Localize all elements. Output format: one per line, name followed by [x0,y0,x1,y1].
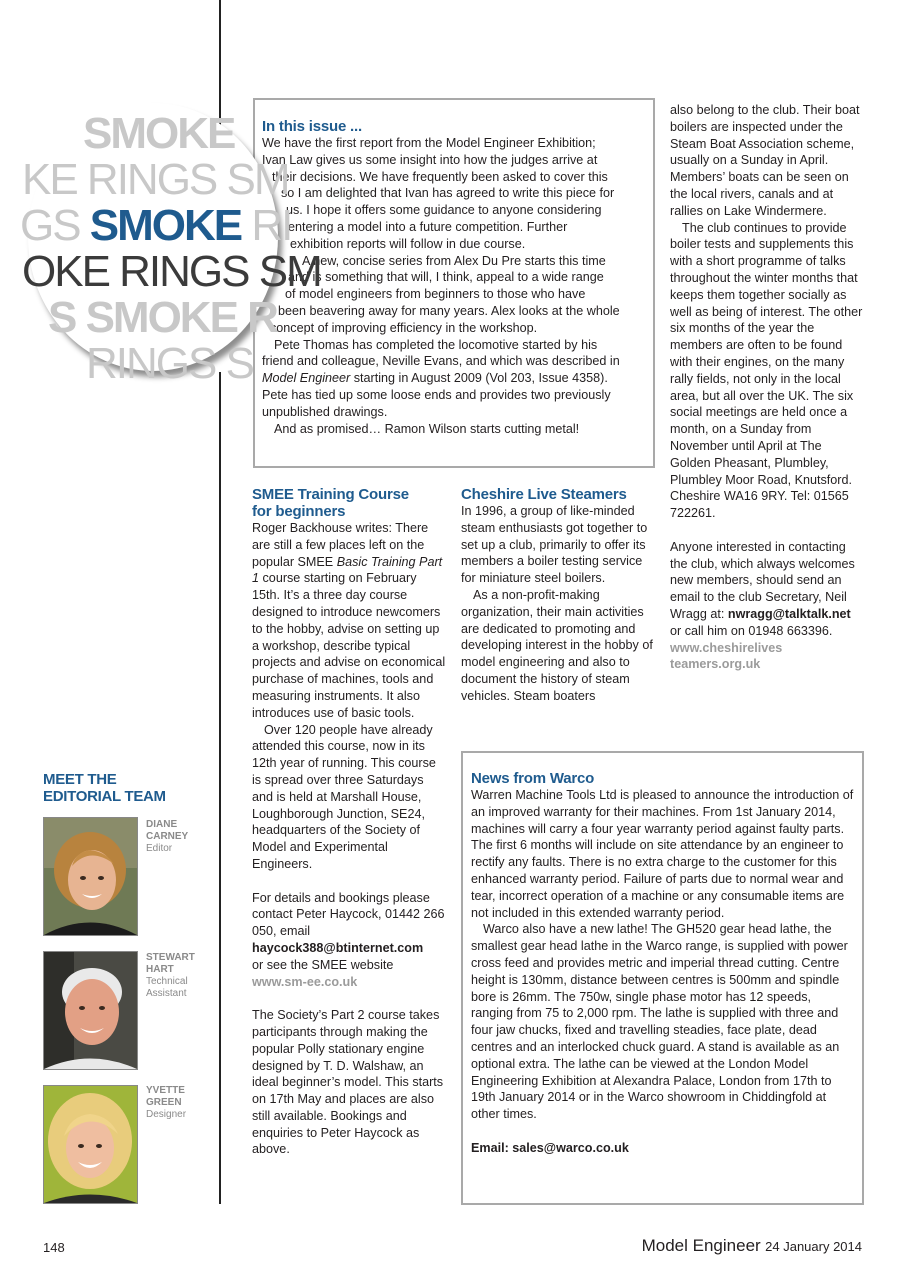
team-member-3: YVETTE GREEN Designer [146,1085,187,1120]
in-this-issue-heading: In this issue ... [262,118,362,135]
badge-row: S SMOKE R [48,293,277,342]
issue-line: Pete Thomas has completed the locomotive started by his [274,337,598,352]
warco-email[interactable]: Email: sales@warco.co.uk [471,1140,629,1155]
issue-line: Ivan Law gives us some insight into how the judges arrive at [262,152,598,167]
badge-row: KE RINGS SM [22,155,289,204]
footer-magazine: Model Engineer [641,1236,761,1255]
warco-heading: News from Warco [471,770,595,787]
issue-line: been beavering away for many years. Alex looks at the whole [278,303,620,318]
smee-email: haycock388@btinternet.com [252,940,424,955]
issue-line-tail: starting in August 2009 (Vol 203, Issue 4358). [350,371,608,386]
cheshire-body [461,503,656,705]
issue-line: A new, concise series from Alex Du Pre starts this time [302,253,606,268]
cheshire-paragraph: In 1996, a group of like-minded steam enthusiasts got together to set up a club, primarily to offer its members a boiler testing service for miniature steel boilers. [461,504,648,586]
issue-line: exhibition reports will follow in due course. [290,236,526,251]
cheshire-heading: Cheshire Live Steamers [461,486,627,503]
cheshire-paragraph: The club continues to provide boiler tests and supplements this with a short programme of talks throughout the winter months that keeps them together socially as well as being of interest. The other six months of the year the members are often to be found with their engines, on the many rally fields, not only in the local area, but all over the UK. The six social meetings are held once a month, on a Sunday from November until April at The Golden Pheasant, Plumbley, Plumbley Moor Road, Knutsford. Cheshire WA16 9RY. Tel: 01565 722261. [670,220,863,521]
cheshire-article [461,486,656,705]
team-member-1: DIANE CARNEY Editor [146,819,189,854]
issue-line: so I am delighted that Ivan has agreed to write this piece for [281,186,615,201]
issue-line: and is something that will, I think, appeal to a wide range [288,270,604,285]
issue-magazine-title: Model Engineer [262,371,351,386]
badge-smoke-word: SMOKE [89,201,242,250]
smee-heading: SMEE Training Course for beginners [252,486,409,520]
issue-line: entering a model into a future competition. Further [288,219,568,234]
issue-line: And as promised… Ramon Wilson starts cutting metal! [274,421,580,436]
smee-article [252,486,447,1158]
smee-paragraph: Roger Backhouse writes: There are still a few places left on the popular SMEE Basic Training Part 1 course starting on February 15th. It’s a three day course designed to introduce newcomers to the hobby, advise on setting up a workshop, describe typical projects and advise on economical purchase of machines, tools and measuring instruments. It also introduces use of basic tools. [252,521,446,720]
page-number: 148 [43,1240,65,1255]
smee-paragraph: The Society’s Part 2 course takes participants through making the popular Polly stationary engine designed by T. D. Walshaw, an ideal beginner’s model. This starts on 17th May and places are also still available. Bookings and enquiries to Peter Haycock as above. [252,1008,444,1157]
smee-paragraph: or see the SMEE website [252,957,394,972]
badge-row [22,249,321,295]
cheshire-paragraph: also belong to the club. Their boat boilers are inspected under the Steam Boat Association scheme, usually on a Sunday in April. Members’ boats can be seen on the local rivers, canals and at rallies on Lake Windermere. [670,103,860,218]
badge-row: SMOKE [83,109,235,158]
issue-line: concept of improving efficiency in the workshop. [270,320,538,335]
portrait-image [44,1086,137,1203]
cheshire-website[interactable]: www.cheshirelives teamers.org.uk [670,640,783,672]
team-title: MEET THE EDITORIAL TEAM [43,771,166,805]
portrait-image [44,818,137,935]
issue-line: their decisions. We have frequently been asked to cover this [272,169,608,184]
smee-paragraph: Over 120 people have already attended this course, now in its 12th year of running. This course is spread over three Saturdays and is held at Marshall House, Loughborough Junction, SE24, headquarters of the Society of Model and Experimental Engineers. [252,722,436,871]
issue-line: unpublished drawings. [262,404,388,419]
warco-body [471,787,856,1157]
issue-line: us. I hope it offers some guidance to anyone considering [286,203,602,218]
issue-line: Pete has tied up some loose ends and provides two previously [262,387,611,402]
warco-paragraph: Warco also have a new lathe! The GH520 gear head lathe, the smallest gear head lathe in the Warco range, is supplied with power cross feed and provides metric and imperial thread cutting. Centre height is 130mm, distance between centres is 500mm and spindle bore is 26mm. The 750w, single phase motor has 12 speeds, ranging from 75 to 2,000 rpm. The lathe is supplied with three and four jaw chucks, fixed and travelling steadies, face plate, dead centres and an interlocked chuck guard. A stand is available as an optional extra. The lathe can be viewed at the London Model Engineering Exhibition at Alexandra Palace, London from 17th to 19th January 2014 or in the Warco showroom in Chiddingfold at other times. [471,922,848,1122]
photo-diane-carney [43,817,138,936]
smee-website: www.sm-ee.co.uk [252,974,358,989]
issue-line: We have the first report from the Model Engineer Exhibition; [262,136,596,150]
cheshire-paragraph: Anyone interested in contacting the club, which always welcomes new members, should send an email to the club Secretary, Neil Wragg at: nwragg@talktalk.net or call him on 01948 663396. [670,539,855,638]
photo-yvette-green [43,1085,138,1204]
cheshire-paragraph: As a non-profit-making organization, their main activities are dedicated to promoting and developing interest in the hobby of model engineering and also to document the history of steam vehicles. Steam boaters [461,587,653,703]
warco-article [471,770,856,1157]
warco-paragraph: Warren Machine Tools Ltd is pleased to announce the introduction of an improved warranty for their machines. From 1st January 2014, machines will carry a four year warranty period against faulty parts. The first 6 months will include on site attendance by an engineer to rectify any faults. There is no extra charge to the customer for this enhanced warranty period. Failure of parts due to normal wear and tear, incorrect operation of a machine or any consumable items are not included in this extended warranty period. [471,788,854,920]
badge-row: RINGS S [86,339,253,388]
issue-line [262,370,650,387]
smee-paragraph: For details and bookings please contact Peter Haycock, 01442 266 050, email [252,890,445,939]
photo-stewart-hart [43,951,138,1070]
badge-row: GS SMOKE RI [20,201,292,250]
footer-masthead [642,1236,862,1256]
footer-date: 24 January 2014 [765,1239,862,1254]
issue-line: of model engineers from beginners to those who have [285,287,586,302]
issue-line: friend and colleague, Neville Evans, and which was described in [262,354,620,369]
vertical-rule-bottom [219,372,221,1204]
smee-body [252,520,447,1158]
cheshire-email[interactable]: nwragg@talktalk.net [727,606,851,621]
badge-rings-word: OKE RINGS SM [22,247,321,296]
team-member-2: STEWART HART Technical Assistant [146,952,195,999]
portrait-image [44,952,137,1069]
cheshire-article-continued [670,102,865,673]
